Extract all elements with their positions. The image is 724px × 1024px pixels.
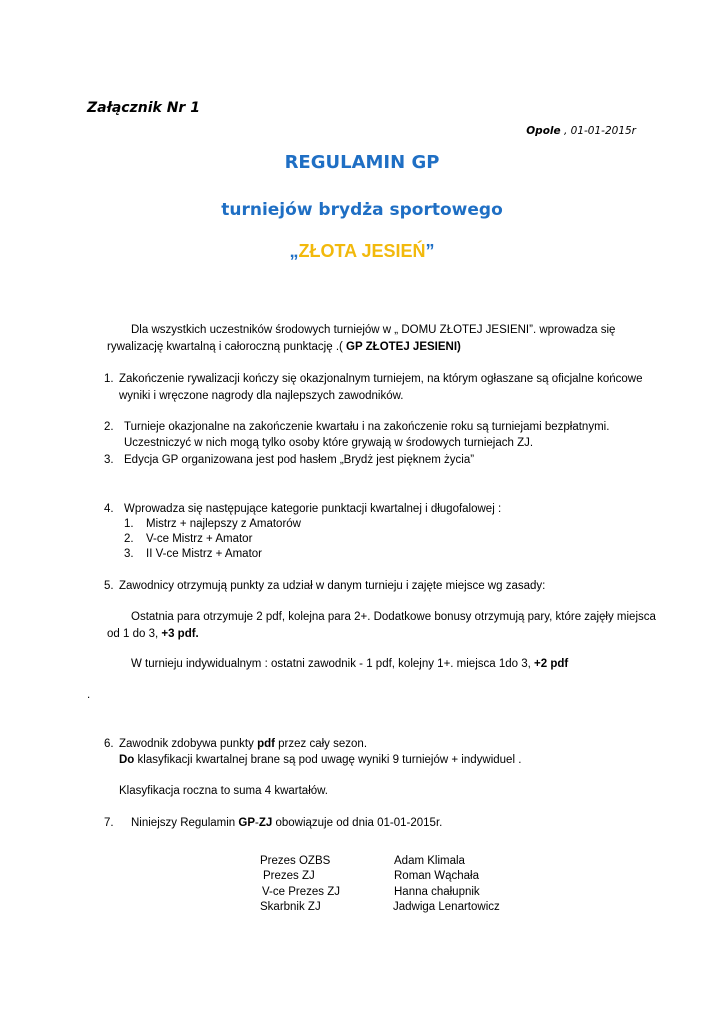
intro-bold: GP ZŁOTEJ JESIENI) [346, 341, 461, 353]
quote-open: „ [289, 241, 299, 261]
i6-do: Do [119, 754, 135, 766]
stray-dot: . [87, 689, 91, 701]
i7-zj: ZJ [258, 817, 273, 829]
item-2-line-2: Uczestniczyć w nich mogą tylko osoby które grywają w środowych turniejach ZJ. [124, 437, 534, 449]
item-7-number: 7. [104, 817, 114, 829]
intro-line-1: Dla wszystkich uczestników środowych turniejów w „ DOMU ZŁOTEJ JESIENI”. wprowadza się [131, 324, 616, 336]
tournament-name [0, 241, 724, 262]
pairs-range: od 1 do 3, [107, 628, 162, 640]
item-5-pairs-line-2 [107, 626, 199, 642]
quote-close: ” [425, 241, 435, 261]
signature-name-2: Roman Wąchała [394, 870, 480, 882]
i6-text-c: przez cały sezon. [274, 738, 368, 750]
i6-pdf: pdf [257, 738, 275, 750]
item-3-line-1: Edycja GP organizowana jest pod hasłem „Brydż jest pięknem życia” [124, 454, 475, 466]
document-title: REGULAMIN GP [284, 152, 440, 173]
i6-classification: klasyfikacji kwartalnej brane są pod uwagę wyniki 9 turniejów + indywiduel . [134, 754, 522, 766]
item-7-line-1 [131, 815, 442, 831]
signature-role-3: V-ce Prezes ZJ [262, 886, 340, 898]
item-5-pairs-line-1: Ostatnia para otrzymuje 2 pdf, kolejna para 2+. Dodatkowe bonusy otrzymują pary, które zajęły miejsca [131, 611, 656, 623]
place-name: Opole [526, 125, 561, 137]
place-separator: , [560, 125, 571, 137]
item-4-sub-2-text: V-ce Mistrz + Amator [146, 533, 253, 545]
intro-line-2 [107, 339, 461, 355]
item-5-number: 5. [104, 580, 114, 592]
signature-name-3: Hanna chałupnik [394, 886, 480, 898]
item-1-number: 1. [104, 373, 114, 385]
i7-text-a: Niniejszy Regulamin [131, 817, 239, 829]
item-4-sub-1-text: Mistrz + najlepszy z Amatorów [146, 518, 301, 530]
i6-text-a: Zawodnik zdobywa punkty [119, 738, 258, 750]
item-4-sub-2-number: 2. [124, 533, 134, 545]
item-6-line-1 [119, 736, 367, 752]
item-5-line-1: Zawodnicy otrzymują punkty za udział w danym turnieju i zajęte miejsce wg zasady: [119, 580, 546, 592]
item-6-line-2 [119, 752, 521, 768]
i7-gp: GP [238, 817, 255, 829]
document-date: 01-01-2015r [570, 125, 636, 137]
pairs-bonus: +3 pdf. [161, 628, 199, 640]
signature-name-1: Adam Klimala [394, 855, 465, 867]
signature-role-4: Skarbnik ZJ [260, 901, 321, 913]
signature-role-1: Prezes OZBS [260, 855, 331, 867]
item-6-line-3: Klasyfikacja roczna to suma 4 kwartałów. [119, 785, 329, 797]
individual-bonus: +2 pdf [534, 658, 569, 670]
item-1-line-1: Zakończenie rywalizacji kończy się okazjonalnym turniejem, na którym ogłaszane są oficjalne końcowe [119, 373, 643, 385]
item-1-line-2: wyniki i wręczone nagrody dla najlepszych zawodników. [119, 390, 404, 402]
item-4-number: 4. [104, 503, 114, 515]
item-4-line-1: Wprowadza się następujące kategorie punktacji kwartalnej i długofalowej : [124, 503, 502, 515]
signature-name-4: Jadwiga Lenartowicz [393, 901, 500, 913]
item-2-line-1: Turnieje okazjonalne na zakończenie kwartału i na zakończenie roku są turniejami bezpłatnymi. [124, 421, 610, 433]
item-4-sub-3-text: II V-ce Mistrz + Amator [146, 548, 262, 560]
document-subtitle: turniejów brydża sportowego [221, 200, 503, 220]
item-5-individual [131, 656, 568, 672]
item-2-number: 2. [104, 421, 114, 433]
attachment-label: Załącznik Nr 1 [87, 100, 200, 116]
i7-text-e: obowiązuje od dnia 01-01-2015r. [272, 817, 443, 829]
signature-role-2: Prezes ZJ [263, 870, 315, 882]
item-4-sub-1-number: 1. [124, 518, 134, 530]
i7-dash: - [255, 817, 259, 829]
item-4-sub-3-number: 3. [124, 548, 134, 560]
individual-text: W turnieju indywidualnym : ostatni zawodnik - 1 pdf, kolejny 1+. miejsca 1do 3, [131, 658, 535, 670]
tournament-name-text: ZŁOTA JESIEŃ [298, 241, 426, 261]
place-date [526, 125, 636, 137]
item-6-number: 6. [104, 738, 114, 750]
intro-text: rywalizację kwartalną i całoroczną punktację .( [107, 341, 347, 353]
item-3-number: 3. [104, 454, 114, 466]
